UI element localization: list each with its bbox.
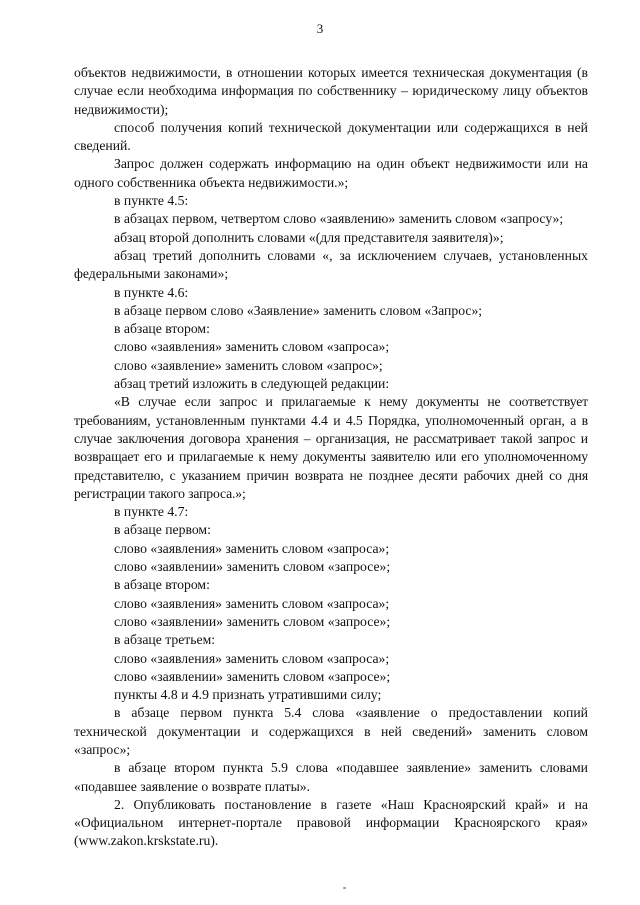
paragraph: «В случае если запрос и прилагаемые к нему документы не соответствует требованиям, установленным пунктами 4.4 и 4.5 Порядка, уполномоченный орган, а в случае заключения договора хранения – организация, не рассматривает такой запрос и возвращает его и прилагаемые к нему документы заявителю или его уполномоченному представителю, с указанием причин возврата не позднее десяти рабочих дней со дня регистрации такого запроса.»; xyxy=(74,394,588,501)
paragraph: слово «заявления» заменить словом «запроса»; xyxy=(114,650,390,666)
paragraph: в абзаце первом пункта 5.4 слова «заявление о предоставлении копий технической документации и содержащихся в ней сведений» заменить словом «запрос»; xyxy=(74,705,588,757)
paragraph: в пункте 4.6: xyxy=(114,284,189,300)
paragraph: в абзаце втором: xyxy=(114,577,210,593)
paragraph: в пункте 4.5: xyxy=(114,193,189,209)
paragraph: слово «заявления» заменить словом «запроса»; xyxy=(114,595,390,611)
paragraph: в абзаце первом слово «Заявление» заменить словом «Запрос»; xyxy=(114,302,483,318)
paragraph: абзац третий дополнить словами «, за исключением случаев, установленных федеральными законами»; xyxy=(74,247,588,282)
paragraph: объектов недвижимости, в отношении которых имеется техническая документация (в случае если необходима информация по собственнику – юридическому лицу объектов недвижимости); xyxy=(74,65,588,117)
paragraph: абзац третий изложить в следующей редакции: xyxy=(114,376,390,392)
paragraph: абзац второй дополнить словами «(для представителя заявителя)»; xyxy=(114,229,504,245)
scan-speck xyxy=(343,887,346,889)
paragraph: слово «заявлении» заменить словом «запросе»; xyxy=(114,668,391,684)
paragraph: слово «заявления» заменить словом «запроса»; xyxy=(114,339,390,355)
page-number: 3 xyxy=(316,21,324,36)
paragraph: Запрос должен содержать информацию на один объект недвижимости или на одного собственника объекта недвижимости.»; xyxy=(74,156,588,190)
paragraph: 2. Опубликовать постановление в газете «Наш Красноярский край» и на «Официальном интернет-портале правовой информации Красноярского края» (www.zakon.krskstate.ru). xyxy=(74,796,588,849)
paragraph: пункты 4.8 и 4.9 признать утратившими силу; xyxy=(114,687,382,703)
paragraph: в абзаце первом: xyxy=(114,522,211,538)
paragraph: слово «заявление» заменить словом «запрос»; xyxy=(114,357,383,373)
paragraph: слово «заявлении» заменить словом «запросе»; xyxy=(114,613,391,629)
paragraph: слово «заявлении» заменить словом «запросе»; xyxy=(114,559,391,575)
paragraph: в пункте 4.7: xyxy=(114,504,189,520)
paragraph: способ получения копий технической документации или содержащихся в ней сведений. xyxy=(74,119,588,154)
paragraph: в абзаце втором пункта 5.9 слова «подавшее заявление» заменить словами «подавшее заявление о возврате платы». xyxy=(74,760,588,794)
paragraph: в абзаце втором: xyxy=(114,321,210,337)
document-body xyxy=(74,64,588,851)
paragraph: слово «заявления» заменить словом «запроса»; xyxy=(114,540,390,556)
paragraph: в абзацах первом, четвертом слово «заявлению» заменить словом «запросу»; xyxy=(114,211,564,227)
paragraph: в абзаце третьем: xyxy=(114,632,216,648)
